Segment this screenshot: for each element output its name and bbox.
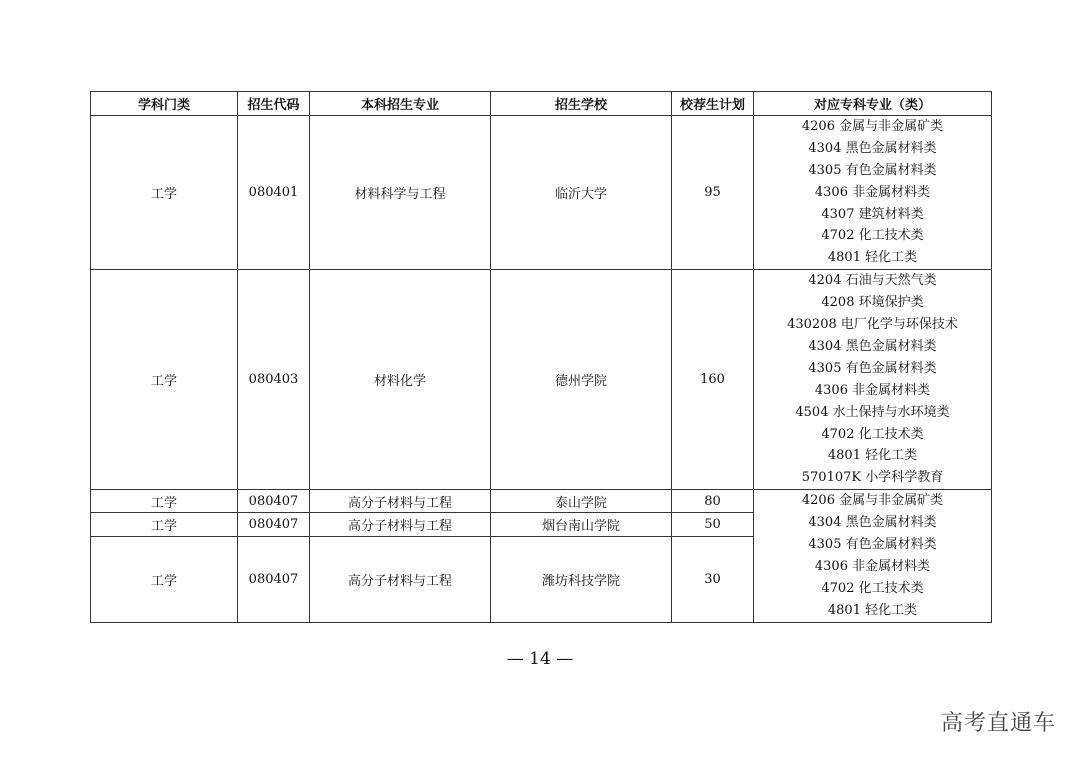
- page-number: — 14 —: [506, 649, 574, 669]
- cell-category: 工学: [91, 490, 238, 513]
- header-category: 学科门类: [91, 92, 238, 116]
- cell-school: 泰山学院: [491, 490, 672, 513]
- related-major-item: 4307 建筑材料类: [821, 206, 924, 222]
- cell-major: 高分子材料与工程: [310, 513, 491, 536]
- cell-major: 高分子材料与工程: [310, 490, 491, 513]
- related-major-item: 430208 电厂化学与环保技术: [787, 317, 958, 333]
- cell-plan: 30: [672, 536, 754, 622]
- related-major-item: 570107K 小学科学教育: [801, 470, 944, 486]
- table-header-row: [91, 92, 992, 116]
- cell-plan: 95: [672, 116, 754, 270]
- enrollment-table: [90, 91, 992, 623]
- cell-related-majors: [754, 116, 992, 270]
- header-related-majors: 对应专科专业（类）: [754, 92, 992, 116]
- cell-major: 材料科学与工程: [310, 116, 491, 270]
- related-major-item: 4801 轻化工类: [827, 448, 918, 464]
- cell-school: 潍坊科技学院: [491, 536, 672, 622]
- related-major-item: 4304 黑色金属材料类: [808, 338, 937, 354]
- header-code: 招生代码: [238, 92, 310, 116]
- header-school: 招生学校: [491, 92, 672, 116]
- cell-major: 高分子材料与工程: [310, 536, 491, 622]
- table-row: [91, 490, 992, 513]
- cell-category: 工学: [91, 536, 238, 622]
- related-major-item: 4304 黑色金属材料类: [808, 515, 937, 531]
- related-major-item: 4304 黑色金属材料类: [808, 140, 937, 156]
- table-row: [91, 116, 992, 270]
- related-major-item: 4208 环境保护类: [821, 295, 924, 311]
- header-major: 本科招生专业: [310, 92, 491, 116]
- related-major-item: 4801 轻化工类: [827, 250, 918, 266]
- related-major-item: 4204 石油与天然气类: [808, 273, 937, 289]
- related-major-item: 4305 有色金属材料类: [808, 162, 937, 178]
- cell-code: 080407: [238, 490, 310, 513]
- header-plan: 校荐生计划: [672, 92, 754, 116]
- cell-category: 工学: [91, 513, 238, 536]
- related-major-item: 4305 有色金属材料类: [808, 537, 937, 553]
- cell-related-majors: [754, 270, 992, 490]
- cell-plan: 80: [672, 490, 754, 513]
- related-major-item: 4702 化工技术类: [821, 228, 924, 244]
- cell-major: 材料化学: [310, 270, 491, 490]
- cell-school: 临沂大学: [491, 116, 672, 270]
- table-row: [91, 270, 992, 490]
- watermark: 高考直通车: [941, 711, 1057, 736]
- cell-code: 080407: [238, 536, 310, 622]
- related-major-item: 4702 化工技术类: [821, 426, 924, 442]
- related-major-item: 4306 非金属材料类: [814, 184, 931, 200]
- cell-code: 080401: [238, 116, 310, 270]
- cell-school: 德州学院: [491, 270, 672, 490]
- related-major-item: 4306 非金属材料类: [814, 558, 931, 574]
- related-major-item: 4801 轻化工类: [827, 602, 918, 618]
- cell-plan: 50: [672, 513, 754, 536]
- cell-category: 工学: [91, 116, 238, 270]
- cell-code: 080407: [238, 513, 310, 536]
- cell-code: 080403: [238, 270, 310, 490]
- related-major-item: 4206 金属与非金属矿类: [801, 119, 944, 134]
- related-major-item: 4305 有色金属材料类: [808, 360, 937, 376]
- related-major-item: 4702 化工技术类: [821, 580, 924, 596]
- cell-category: 工学: [91, 270, 238, 490]
- cell-plan: 160: [672, 270, 754, 490]
- cell-school: 烟台南山学院: [491, 513, 672, 536]
- cell-related-majors: [754, 490, 992, 622]
- related-major-item: 4306 非金属材料类: [814, 382, 931, 398]
- related-major-item: 4206 金属与非金属矿类: [801, 493, 944, 509]
- related-major-item: 4504 水土保持与水环境类: [795, 404, 950, 420]
